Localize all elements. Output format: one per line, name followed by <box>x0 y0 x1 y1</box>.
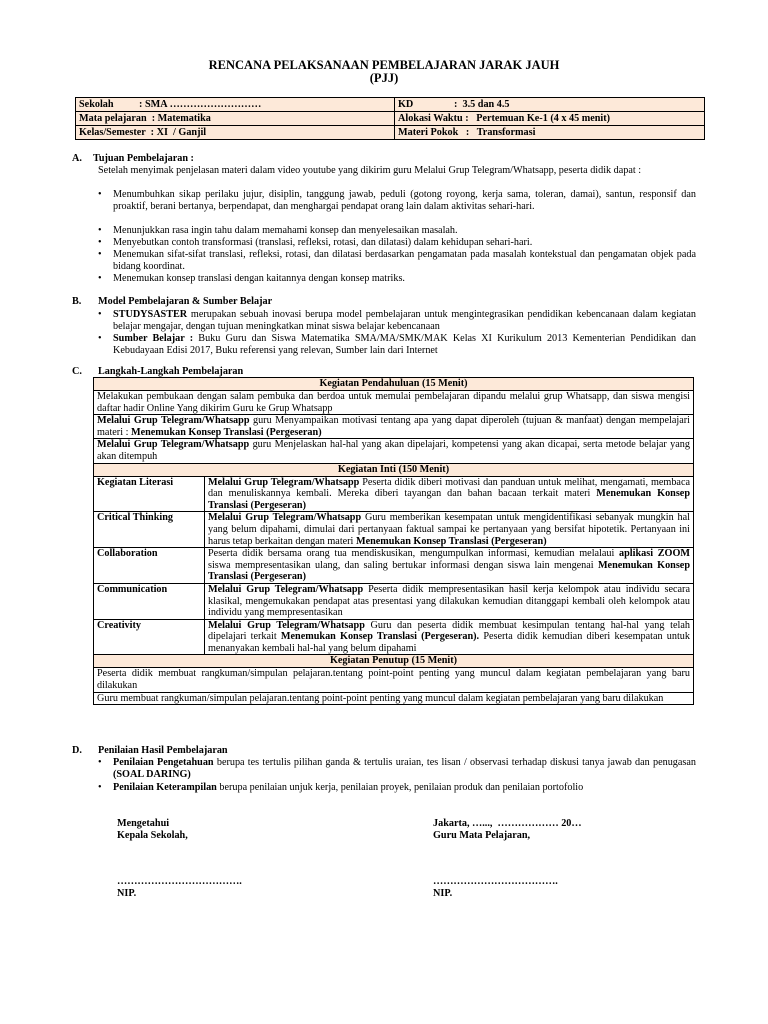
step-tail: Peserta didik kemudian diberi kesempatan untuk menanyakan kembali hal-hal yang belum dipahami <box>208 631 690 654</box>
step-topic: Menemukan Konsep Translasi (Pergeseran). <box>280 631 480 643</box>
step-text: guru Menyampaikan motivasi tentang apa yang dapat diperoleh (tujuan & manfaat) dengan mempelajari materi : <box>97 415 690 438</box>
step-keyword: Melalui Grup Telegram/Whatsapp <box>208 476 360 488</box>
section-a-intro: Setelah menyimak penjelasan materi dalam video youtube yang dikirim guru Melalui Grup Telegram/Whatsapp, peserta didik dapat : <box>98 165 642 176</box>
bullet-icon: • <box>98 225 102 236</box>
list-item-text: Menemukan konsep translasi dengan kaitannya dengan konsep matriks. <box>113 273 405 284</box>
step-text-2: siswa mempresentasikan ulang, dan saling bertukar informasi dengan siswa lain mengenai <box>208 559 598 571</box>
penutup-step-2: Guru membuat rangkuman/simpulan pelajaran.tentang point-point penting yang muncul dalam kegiatan pembelajaran yang baru dilakukan <box>94 692 694 705</box>
step-keyword: Melalui Grup Telegram/Whatsapp <box>208 619 365 631</box>
signature-left-line: ………………………………. <box>117 876 242 887</box>
step-keyword: Melalui Grup Telegram/Whatsapp <box>208 512 362 524</box>
step-text: Peserta didik diberi motivasi dan panduan untuk melihat, mengamati, membaca dan menuliskannya kembali. Mereka diberi tayangan dan bahan bacaan terkait materi <box>208 476 690 500</box>
table-row <box>94 655 694 668</box>
step-keyword: Melalui Grup Telegram/Whatsapp <box>208 583 364 595</box>
table-row <box>76 98 705 112</box>
pendahuluan-step-2 <box>94 415 694 439</box>
item-text: merupakan sebuah inovasi berupa model pembelajaran untuk mengintegrasikan pendidikan kebencanaan dalam kegiatan belajar mengajar, dengan tujuan meningkatkan minat siswa belajar kebencanaan <box>113 309 696 332</box>
inti-label-literasi: Kegiatan Literasi <box>94 476 205 512</box>
pendahuluan-step-1: Melakukan pembukaan dengan salam pembuka dan berdoa untuk memulai pembelajaran dipandu melalui grup Whatsapp, dan siswa mengisi daftar hadir Online Yang dikirim Guru ke Grup Whatsapp <box>94 391 694 415</box>
header-cell-school: Sekolah : SMA ……………………… <box>76 98 395 112</box>
learning-steps-table <box>93 377 694 705</box>
table-row <box>94 439 694 463</box>
header-cell-time: Alokasi Waktu : Pertemuan Ke-1 (4 x 45 menit) <box>395 112 705 126</box>
bullet-icon: • <box>98 309 102 320</box>
item-keyword: Penilaian Pengetahuan <box>113 757 214 768</box>
table-row <box>94 476 694 512</box>
signature-left-nip: NIP. <box>117 888 137 899</box>
header-cell-subject: Mata pelajaran : Matematika <box>76 112 395 126</box>
inti-label-creativity: Creativity <box>94 619 205 655</box>
signature-right-line: ………………………………. <box>433 876 558 887</box>
step-topic: Menemukan Konsep Translasi (Pergeseran) <box>208 559 690 583</box>
item-keyword: STUDYSASTER <box>113 309 188 320</box>
section-a-title: Tujuan Pembelajaran : <box>93 153 194 164</box>
table-row <box>94 692 694 705</box>
bullet-icon: • <box>98 757 102 768</box>
section-a-letter: A. <box>72 153 82 164</box>
list-item-text <box>113 309 696 333</box>
list-item-text <box>113 757 696 781</box>
table-row <box>94 391 694 415</box>
step-text: guru Menjelaskan hal-hal yang akan dipelajari, kompetensi yang akan dicapai, serta metode belajar yang akan ditempuh <box>97 439 690 462</box>
signature-right-role: Guru Mata Pelajaran, <box>433 830 531 841</box>
step-topic: Menemukan Konsep Translasi (Pergeseran) <box>355 535 547 547</box>
signature-left-role: Kepala Sekolah, <box>117 830 188 841</box>
item-text: berupa penilaian unjuk kerja, penilaian proyek, penilaian produk dan penilaian portofolio <box>216 782 584 793</box>
section-c-letter: C. <box>72 366 82 377</box>
table-row <box>76 112 705 126</box>
inti-label-collaboration: Collaboration <box>94 548 205 584</box>
table-row <box>94 378 694 391</box>
list-item-text <box>113 333 696 357</box>
step-topic: Menemukan Konsep Translasi (Pergeseran) <box>208 488 690 511</box>
step-text: Peserta didik bersama orang tua mendiskusikan, mengumpulkan informasi, kemudian melalaui <box>208 548 620 560</box>
header-cell-kd: KD : 3.5 dan 4.5 <box>395 98 705 112</box>
section-b-letter: B. <box>72 296 82 307</box>
inti-desc-communication <box>205 583 694 619</box>
step-app: aplikasi ZOOM <box>619 548 691 560</box>
inti-label-communication: Communication <box>94 583 205 619</box>
signature-right-place-date: Jakarta, …..., ……………… 20… <box>433 818 582 829</box>
inti-label-critical-thinking: Critical Thinking <box>94 512 205 548</box>
item-keyword: Penilaian Keterampilan <box>113 782 217 793</box>
pendahuluan-header: Kegiatan Pendahuluan (15 Menit) <box>94 378 694 391</box>
bullet-icon: • <box>98 189 102 200</box>
section-d-letter: D. <box>72 745 82 756</box>
step-keyword: Melalui Grup Telegram/Whatsapp <box>97 415 250 427</box>
table-row <box>94 583 694 619</box>
section-c-title: Langkah-Langkah Pembelajaran <box>98 366 244 377</box>
item-text: Buku Guru dan Siswa Matematika SMA/MA/SMK/MAK Kelas XI Kurikulum 2013 Kementerian Pendidikan dan Kebudayaan Edisi 2017, Buku referensi yang relevan, Sumber lain dari Internet <box>113 333 696 356</box>
table-row <box>94 512 694 548</box>
item-note: (SOAL DARING) <box>113 769 191 780</box>
table-row <box>76 126 705 140</box>
signature-left-acknowledge: Mengetahui <box>117 818 170 829</box>
section-b-title: Model Pembelajaran & Sumber Belajar <box>98 296 273 307</box>
list-item-text: Menumbuhkan sikap perilaku jujur, disiplin, tanggung jawab, peduli (gotong royong, kerja sama, toleran, damai), santun, responsif dan proaktif, berani bertanya, berpendapat, dan menghargai pendapat orang lain dalam aktivitas sehari-hari. <box>113 189 696 212</box>
bullet-icon: • <box>98 249 102 260</box>
table-row <box>94 548 694 584</box>
bullet-icon: • <box>98 782 102 793</box>
section-d-title: Penilaian Hasil Pembelajaran <box>98 745 228 756</box>
table-row <box>94 668 694 692</box>
item-text: berupa tes tertulis pilihan ganda & tertulis uraian, tes lisan / observasi terhadap diskusi tanya jawab dan penugasan <box>213 757 696 768</box>
bullet-icon: • <box>98 237 102 248</box>
table-row <box>94 619 694 655</box>
list-item-text <box>113 782 696 794</box>
inti-header: Kegiatan Inti (150 Menit) <box>94 463 694 476</box>
inti-desc-collaboration <box>205 548 694 584</box>
step-text: Peserta didik mempresentasikan hasil kerja kelompok atau individu secara klasikal, mengemukakan pendapat atas presentasi yang dilakukan kemudian ditanggapi kembali oleh kelompok atau individu yang mempresentasikan <box>208 583 690 619</box>
bullet-icon: • <box>98 333 102 344</box>
list-item-text: Menemukan sifat-sifat translasi, refleksi, rotasi, dan dilatasi berdasarkan pengamatan pada masalah kontekstual dan pengamatan objek pada bidang koordinat. <box>113 249 696 272</box>
bullet-icon: • <box>98 273 102 284</box>
inti-desc-critical-thinking <box>205 512 694 548</box>
document-title: RENCANA PELAKSANAAN PEMBELAJARAN JARAK JAUH <box>208 58 560 72</box>
signature-right-nip: NIP. <box>433 888 453 899</box>
header-cell-class: Kelas/Semester : XI / Ganjil <box>76 126 395 140</box>
table-row <box>94 463 694 476</box>
inti-desc-creativity <box>205 619 694 655</box>
table-row <box>94 415 694 439</box>
header-info-table <box>75 97 705 140</box>
step-topic: Menemukan Konsep Translasi (Pergeseran) <box>130 426 322 438</box>
penutup-step-1: Peserta didik membuat rangkuman/simpulan pelajaran.tentang point-point penting yang muncul dalam kegiatan pembelajaran yang baru dilakukan <box>94 668 694 692</box>
step-text: Guru dan peserta didik membuat kesimpulan tentang hal-hal yang telah dipelajari terkait <box>208 619 690 643</box>
list-item-text: Menunjukkan rasa ingin tahu dalam memahami konsep dan menyelesaikan masalah. <box>113 225 458 236</box>
header-cell-topic: Materi Pokok : Transformasi <box>395 126 705 140</box>
step-text: Guru memberikan kesempatan untuk mengidentifikasi sebanyak mungkin hal yang belum dipahami, dimulai dari pertanyaan faktual sampai ke pertanyaan yang bersifat hipotetik. Pertanyaan ini harus tetap berkaitan dengan materi <box>208 512 690 547</box>
item-keyword: Sumber Belajar : <box>113 333 194 344</box>
pendahuluan-step-3 <box>94 439 694 463</box>
penutup-header: Kegiatan Penutup (15 Menit) <box>94 655 694 668</box>
document-subtitle: (PJJ) <box>369 71 399 85</box>
list-item-text: Menyebutkan contoh transformasi (translasi, refleksi, rotasi, dan dilatasi) dalam kehidupan sehari-hari. <box>113 237 533 248</box>
inti-desc-literasi <box>205 476 694 512</box>
step-keyword: Melalui Grup Telegram/Whatsapp <box>97 439 250 451</box>
